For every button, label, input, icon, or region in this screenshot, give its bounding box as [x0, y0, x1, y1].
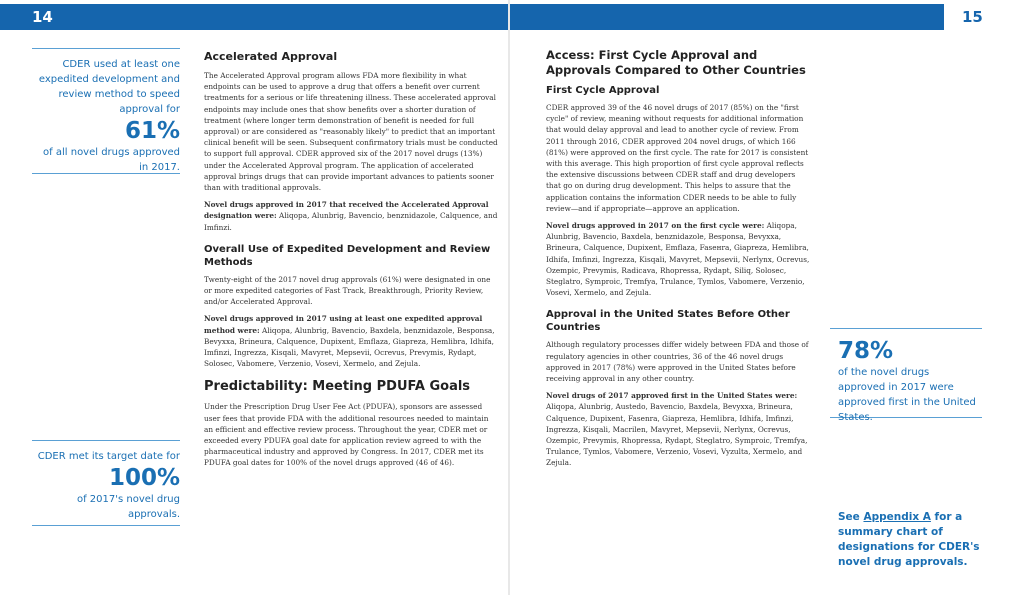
header-bar-right — [510, 4, 944, 30]
callout-text: of 2017's novel drug approvals. — [76, 494, 180, 520]
callout-figure: 61% — [124, 118, 180, 144]
paragraph: CDER approved 39 of the 46 novel drugs of 2017 (85%) on the "first cycle" of review, meaning without requests for additional information that would delay approval and lead to another cycle of review. From 2011 through 2016, CDER approved 204 novel drugs, of which 166 (81%) were approved on the first cycle. The rate for 2017 is consistent with this average. This high proportion of first cycle approval reflects the extensive discussions between CDER staff and drug developers that go on during drug development. This helps to assure that the application contains the information CDER needs to be able to fully review—and if appropriate—approve an application. — [546, 103, 809, 213]
callout-text: of all novel drugs approved in 2017. — [43, 147, 180, 173]
page-number-left: 14 — [32, 8, 53, 26]
callout-text: of the novel drugs approved in 2017 were approved first in the United States. — [838, 367, 976, 423]
paragraph — [204, 199, 498, 233]
callout-text: CDER met its target date for — [37, 451, 180, 462]
bold-lead: Novel drugs approved in 2017 that received the Accelerated Approval designation were: — [204, 200, 489, 221]
header-bar-left — [0, 4, 508, 30]
heading-first-cycle: First Cycle Approval — [546, 85, 660, 96]
right-column — [546, 48, 812, 475]
callout-expedited — [32, 48, 180, 174]
page-number-right: 15 — [962, 8, 983, 26]
paragraph — [204, 313, 498, 369]
drug-list: Aliqopa, Alunbrig, Austedo, Bavencio, Baxdela, Bevyxxa, Brineura, Calquence, Dupixent, Fasenra, Giapreza, Hemlibra, Idhifa, Imfinzi, Ingrezza, Kisqali, Macrilen, Mavyret, Mepsevii, Nerlynx, Ocrevus, Ozempic, Prevymis, Rhopressa, Rydapt, Steglatro, Symproic, Tremfya, Trulance, Tymlos, Vabomere, Verzenio, Vosevi, Vyzulta, Xermelo, and Zejula. — [546, 402, 808, 468]
callout-first-in-us — [830, 328, 982, 423]
left-column — [204, 50, 498, 475]
drug-list: Aliqopa, Alunbrig, Bavencio, Baxdela, benznidazole, Besponsa, Bevyxxa, Brineura, Calquence, Dupixent, Emflaza, Faseнra, Giapreza, Hemlibra, Idhifa, Imfinzi, Ingrezza, Kisqali, Mavyret, Mepsevii, Nerlynx, Ocrevus, Ozempic, Prevymis, Radicava, Rhopressa, Rydapt, Siliq, Solosec, Steglatro, Symproic, Tremfya, Trulance, Tymlos, Vabomere, Verzenio, Vosevi, Xermelo, and Zejula. — [546, 221, 810, 298]
paragraph: Twenty-eight of the 2017 novel drug approvals (61%) were designated in one or more expedited categories of Fast Track, Breakthrough, Priority Review, and/or Accelerated Approval. — [204, 274, 491, 307]
appendix-suffix: for a summary chart of designations for CDER's novel drug approvals. — [838, 511, 980, 568]
bold-lead: Novel drugs of 2017 approved first in the United States were: — [546, 391, 798, 401]
heading-access: Access: First Cycle Approval and Approvals Compared to Other Countries — [546, 48, 806, 77]
appendix-note — [838, 510, 988, 570]
heading-predictability: Predictability: Meeting PDUFA Goals — [204, 379, 471, 395]
paragraph: Although regulatory processes differ widely between FDA and those of regulatory agencies in other countries, 36 of the 46 novel drugs approved in 2017 (78%) were approved in the United States before receiving approval in any other country. — [546, 340, 809, 384]
heading-expedited-methods: Overall Use of Expedited Development and Review Methods — [204, 243, 491, 268]
heading-accelerated-approval: Accelerated Approval — [204, 50, 338, 63]
page-spine — [508, 0, 510, 595]
paragraph — [546, 390, 812, 468]
drug-list: Aliqopa, Alunbrig, Bavencio, benznidazole, Calquence, and Imfinzi. — [204, 211, 498, 232]
appendix-prefix: See — [838, 511, 864, 523]
bold-lead: Novel drugs approved in 2017 using at least one expedited approval method were: — [204, 314, 483, 335]
callout-target-date — [32, 440, 180, 526]
callout-text: CDER used at least one expedited development and review method to speed approval for — [38, 59, 180, 115]
drug-list: Aliqopa, Alunbrig, Bavencio, Baxdela, benznidazole, Besponsa, Bevyxxa, Brineura, Calquence, Dupixent, Emflaza, Giapreza, Hemlibra, Idhifa, Imfinzi, Ingrezza, Kisqali, Mavyret, Mepsevii, Ocrevus, Prevymis, Rydapt, Solosec, Vabomere, Verzenio, Vosevi, Xermelo, and Zejula. — [204, 325, 495, 369]
heading-us-first: Approval in the United States Before Other Countries — [546, 309, 790, 334]
paragraph: Under the Prescription Drug User Fee Act (PDUFA), sponsors are assessed user fees that provide FDA with the additional resources needed to maintain an efficient and effective review process. Throughout the year, CDER met or exceeded every PDUFA goal date for application review agreed to with the pharmaceutical industry and approved by Congress. In 2017, CDER met its PDUFA goal dates for 100% of the novel drugs approved (46 of 46). — [204, 402, 489, 468]
bold-lead: Novel drugs approved in 2017 on the first cycle were: — [546, 221, 765, 231]
paragraph: The Accelerated Approval program allows FDA more flexibility in what endpoints can be used to approve a drug that offers a benefit over current treatments for a serious or life threatening illness. These accelerated approval endpoints may include ones that show benefits over a shorter duration of treatment (where longer term demonstration of benefit is needed for full approval) or are considered as "reasonably likely" to predict that an important clinical benefit will be seen. Subsequent confirmatory trials must be conducted to support full approval. CDER approved six of the 2017 novel drugs (13%) under the Accelerated Approval program. The application of accelerated approval brings drugs that can provide important advances to patients sooner than with traditional approvals. — [204, 71, 498, 193]
paragraph — [546, 220, 812, 298]
appendix-a-link[interactable]: Appendix A — [863, 511, 931, 523]
callout-figure: 100% — [108, 465, 180, 491]
callout-figure: 78% — [838, 338, 894, 364]
